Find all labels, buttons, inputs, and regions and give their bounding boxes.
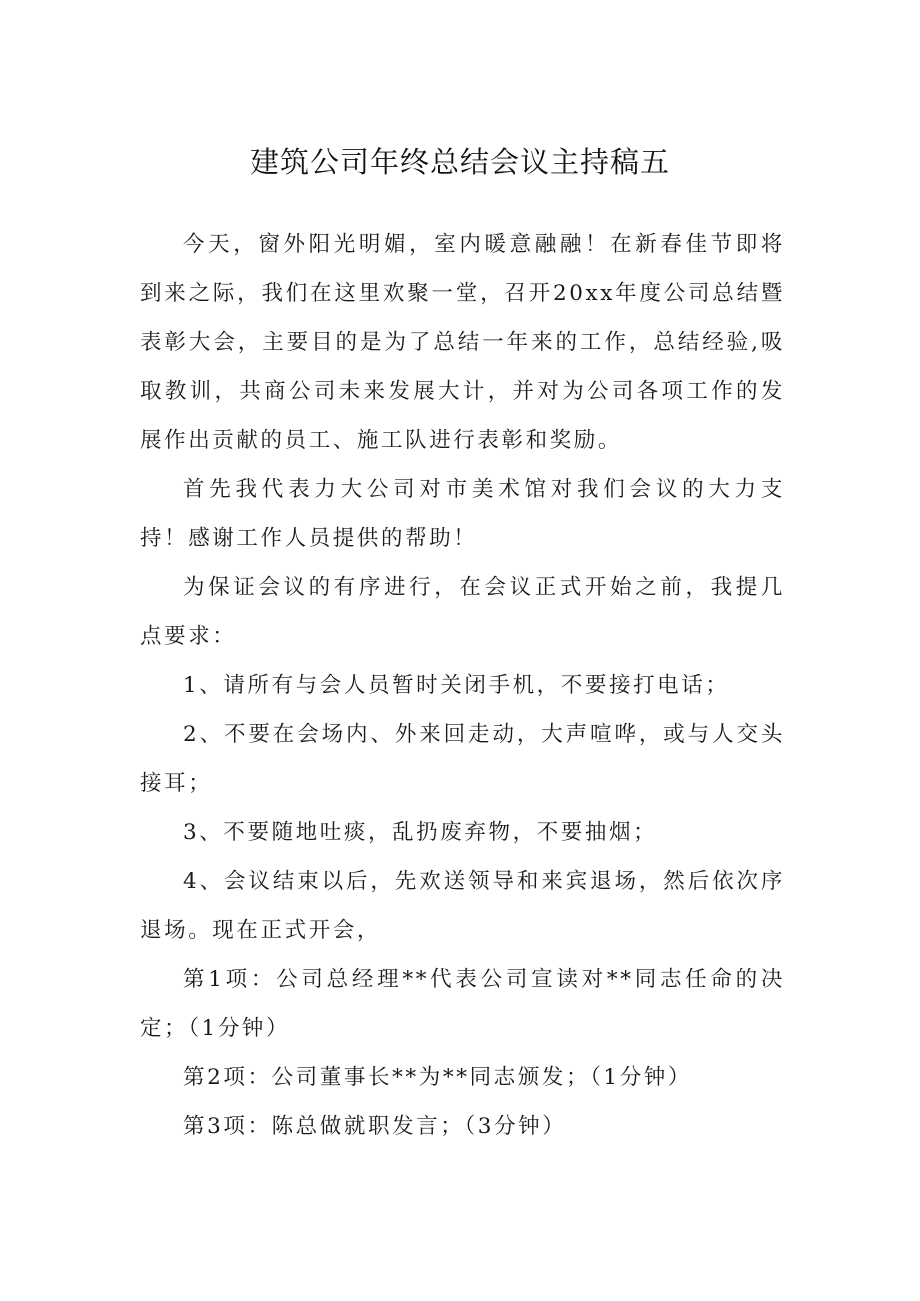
agenda-item-2: 第2项：公司董事长**为**同志颁发；（1分钟） (183, 1065, 693, 1090)
paragraph-opening: 今天，窗外阳光明媚，室内暖意融融！在新春佳节即将到来之际，我们在这里欢聚一堂，召开20xx年度公司总结暨表彰大会，主要目的是为了总结一年来的工作，总结经验,吸取教训，共商公司未来发展大计，并对为公司各项工作的发展作出贡献的员工、施工队进行表彰和奖励。 (140, 232, 785, 453)
document-title: 建筑公司年终总结会议主持稿五 (249, 145, 670, 179)
agenda-item-1: 第1项：公司总经理**代表公司宣读对**同志任命的决定；（1分钟） (140, 967, 785, 1041)
requirement-item-2: 2、不要在会场内、外来回走动，大声喧哗，或与人交头接耳； (140, 722, 785, 796)
paragraph-requirements-intro: 为保证会议的有序进行，在会议正式开始之前，我提几点要求： (140, 575, 785, 649)
paragraph-thanks: 首先我代表力大公司对市美术馆对我们会议的大力支持！感谢工作人员提供的帮助！ (140, 477, 785, 551)
requirement-item-1: 1、请所有与会人员暂时关闭手机，不要接打电话； (183, 673, 730, 698)
document-body (140, 220, 785, 1151)
requirement-item-3: 3、不要随地吐痰，乱扔废弃物，不要抽烟； (183, 820, 658, 845)
requirement-item-4: 4、会议结束以后，先欢送领导和来宾退场，然后依次序退场。现在正式开会， (140, 869, 785, 943)
agenda-item-3: 第3项：陈总做就职发言；（3分钟） (183, 1114, 567, 1139)
